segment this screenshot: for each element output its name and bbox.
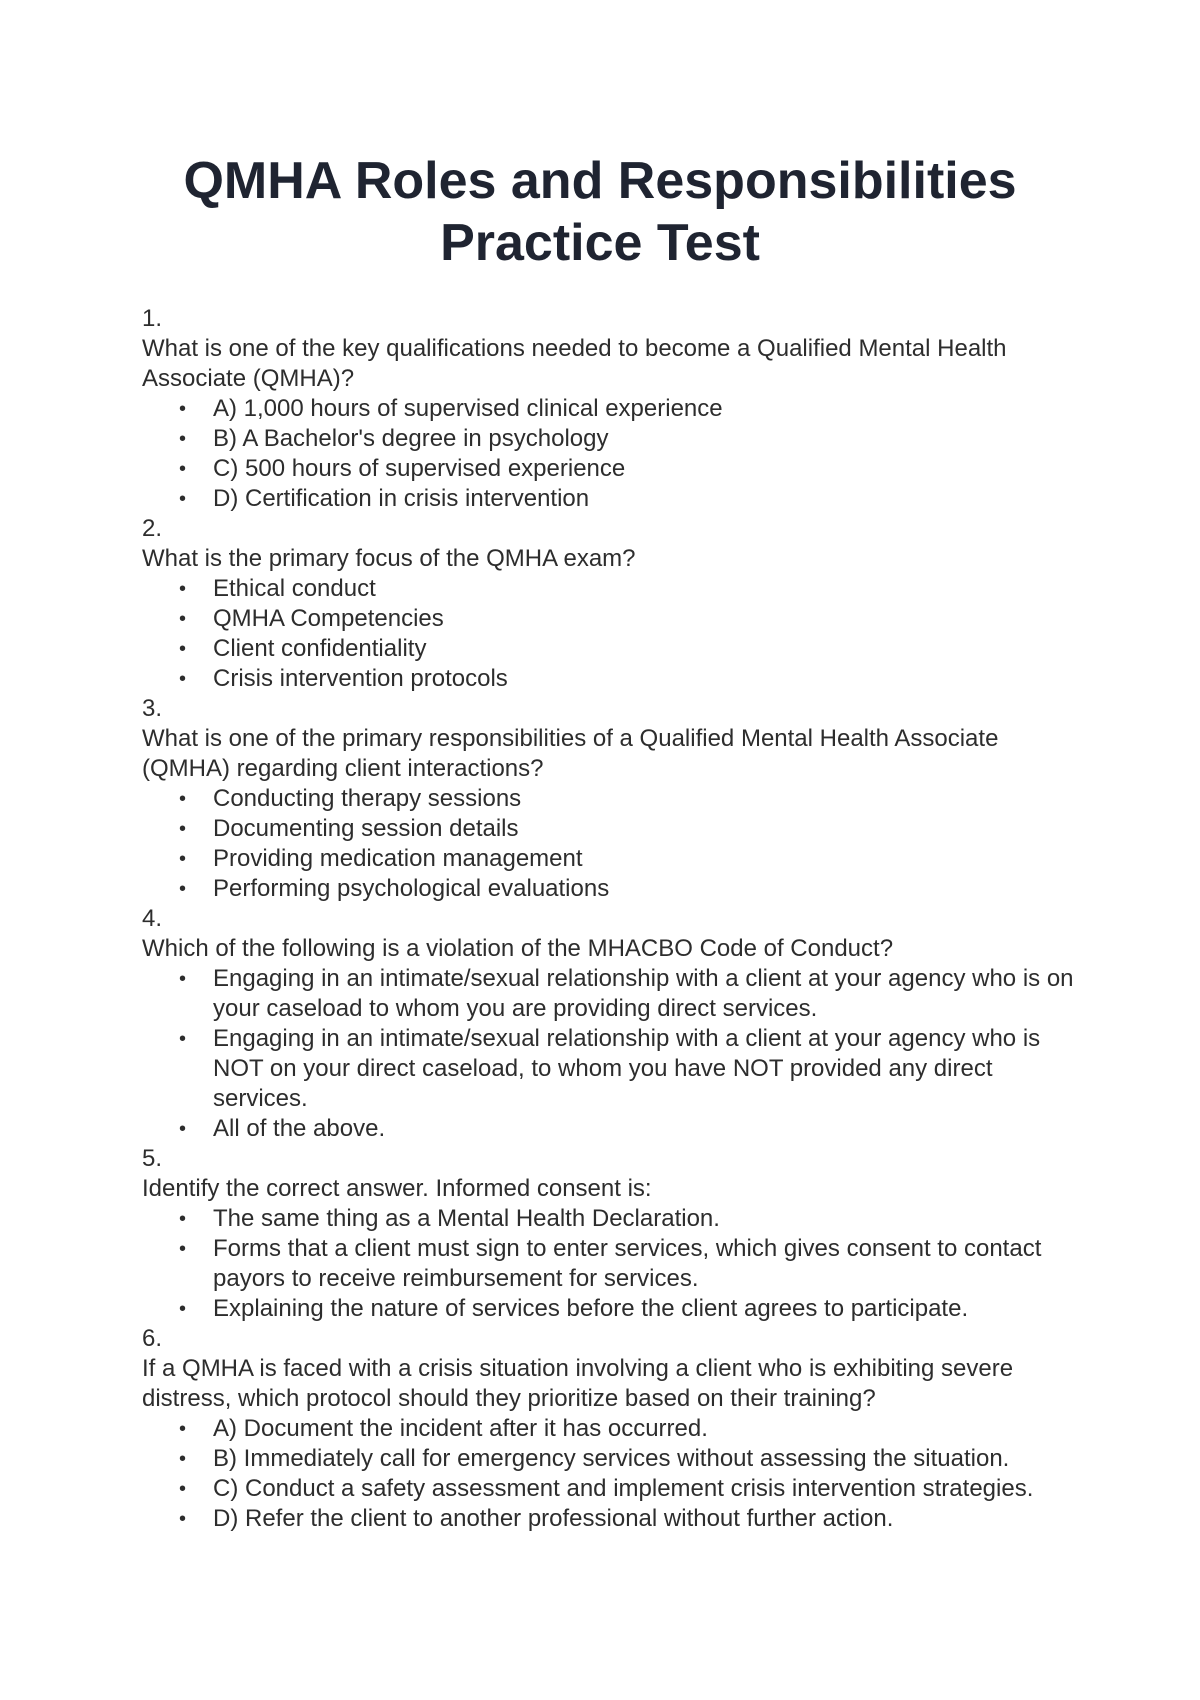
answer-options bbox=[142, 784, 1082, 904]
answer-option: • All of the above. bbox=[213, 1114, 1082, 1144]
question-text: What is one of the key qualifications needed to become a Qualified Mental Health Associate (QMHA)? bbox=[142, 335, 1007, 392]
title-line-2: Practice Test bbox=[440, 214, 760, 272]
page-title bbox=[0, 150, 1200, 274]
answer-options bbox=[142, 574, 1082, 694]
answer-options bbox=[142, 394, 1082, 514]
answer-option: • Explaining the nature of services before the client agrees to participate. bbox=[213, 1294, 1082, 1324]
title-line-1: QMHA Roles and Responsibilities bbox=[183, 152, 1017, 210]
question-number: 3. bbox=[142, 695, 163, 722]
question-3 bbox=[142, 694, 1082, 904]
answer-options bbox=[142, 964, 1082, 1144]
question-5 bbox=[142, 1144, 1082, 1324]
question-1 bbox=[142, 304, 1082, 514]
answer-option: • Crisis intervention protocols bbox=[213, 664, 1082, 694]
question-number: 2. bbox=[142, 515, 163, 542]
answer-option: • A) Document the incident after it has occurred. bbox=[213, 1414, 1082, 1444]
answer-option: • Ethical conduct bbox=[213, 574, 1082, 604]
answer-option: • Performing psychological evaluations bbox=[213, 874, 1082, 904]
question-6 bbox=[142, 1324, 1082, 1534]
question-2 bbox=[142, 514, 1082, 694]
answer-option: • C) Conduct a safety assessment and implement crisis intervention strategies. bbox=[213, 1474, 1082, 1504]
answer-option: • B) A Bachelor's degree in psychology bbox=[213, 424, 1082, 454]
answer-option: • Forms that a client must sign to enter services, which gives consent to contact payors to receive reimbursement for services. bbox=[213, 1234, 1082, 1294]
question-number: 5. bbox=[142, 1145, 163, 1172]
question-number: 1. bbox=[142, 305, 163, 332]
answer-option: • Engaging in an intimate/sexual relationship with a client at your agency who is on your caseload to whom you are providing direct services. bbox=[213, 964, 1082, 1024]
question-text: What is the primary focus of the QMHA exam? bbox=[142, 545, 636, 572]
question-text: Identify the correct answer. Informed consent is: bbox=[142, 1175, 652, 1202]
answer-option: • QMHA Competencies bbox=[213, 604, 1082, 634]
question-text: What is one of the primary responsibilities of a Qualified Mental Health Associate (QMHA) regarding client interactions? bbox=[142, 725, 999, 782]
question-text: Which of the following is a violation of the MHACBO Code of Conduct? bbox=[142, 935, 894, 962]
question-text: If a QMHA is faced with a crisis situation involving a client who is exhibiting severe distress, which protocol should they prioritize based on their training? bbox=[142, 1355, 1014, 1412]
question-4 bbox=[142, 904, 1082, 1144]
question-number: 6. bbox=[142, 1325, 163, 1352]
answer-option: • D) Refer the client to another professional without further action. bbox=[213, 1504, 1082, 1534]
answer-option: • The same thing as a Mental Health Declaration. bbox=[213, 1204, 1082, 1234]
answer-option: • B) Immediately call for emergency services without assessing the situation. bbox=[213, 1444, 1082, 1474]
answer-option: • C) 500 hours of supervised experience bbox=[213, 454, 1082, 484]
answer-option: • D) Certification in crisis intervention bbox=[213, 484, 1082, 514]
question-number: 4. bbox=[142, 905, 163, 932]
answer-option: • Documenting session details bbox=[213, 814, 1082, 844]
answer-options bbox=[142, 1414, 1082, 1534]
answer-option: • A) 1,000 hours of supervised clinical experience bbox=[213, 394, 1082, 424]
question-list bbox=[142, 304, 1082, 1534]
answer-option: • Conducting therapy sessions bbox=[213, 784, 1082, 814]
answer-option: • Providing medication management bbox=[213, 844, 1082, 874]
answer-option: • Engaging in an intimate/sexual relationship with a client at your agency who is NOT on your direct caseload, to whom you have NOT provided any direct services. bbox=[213, 1024, 1082, 1114]
answer-options bbox=[142, 1204, 1082, 1324]
answer-option: • Client confidentiality bbox=[213, 634, 1082, 664]
